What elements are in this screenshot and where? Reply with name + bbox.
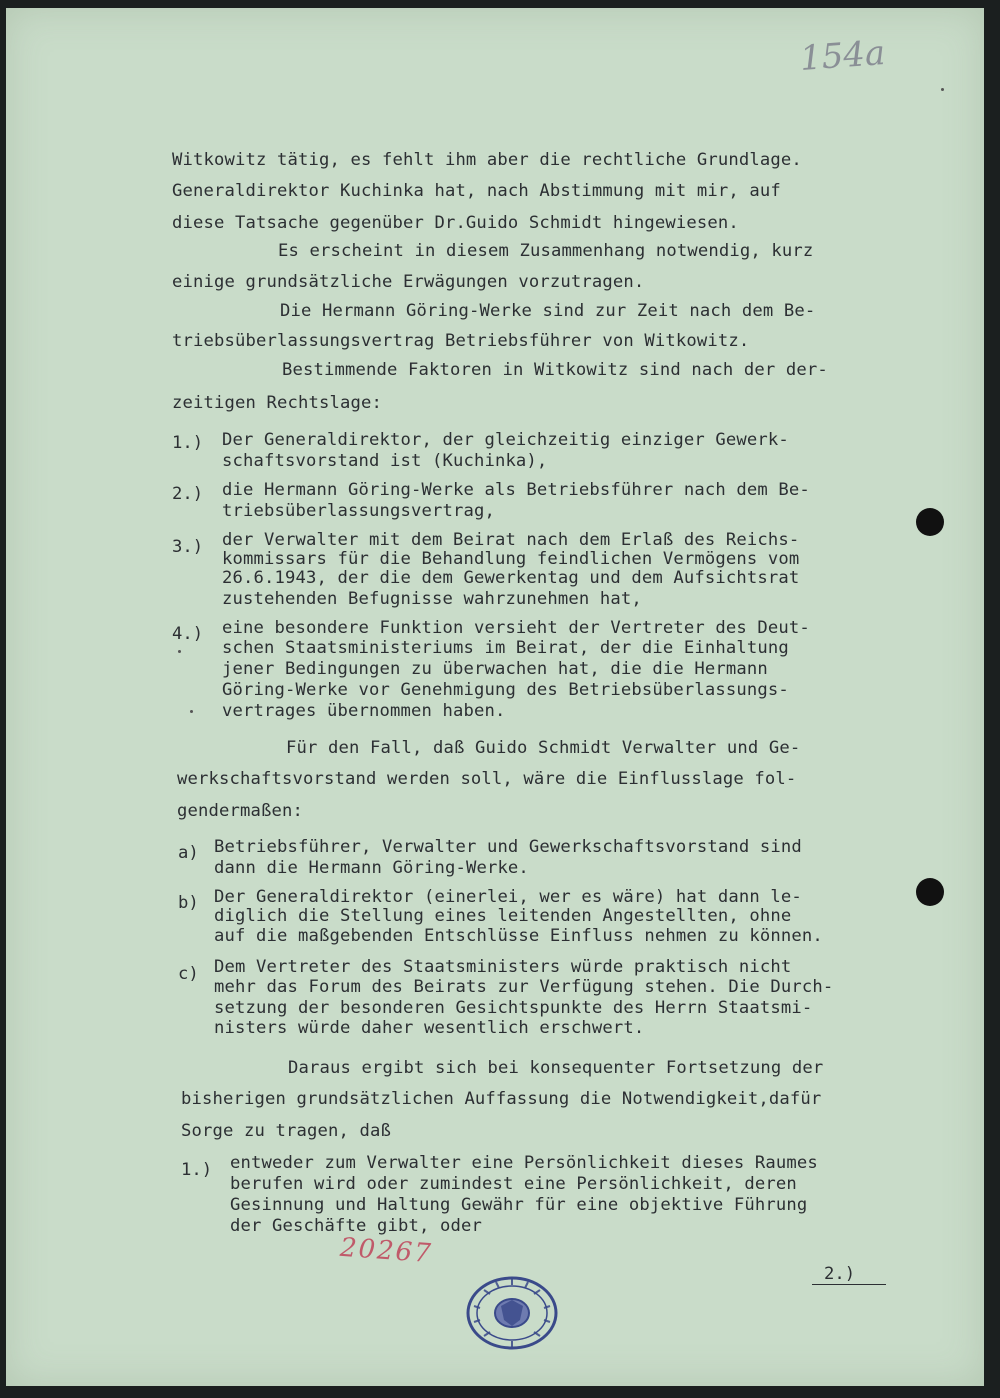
folio-number: 154a xyxy=(798,33,887,79)
punch-hole xyxy=(916,878,944,906)
list-item-line: mehr das Forum des Beirats zur Verfügung stehen. Die Durch- xyxy=(214,977,834,997)
list-item-line: Göring-Werke vor Genehmigung des Betriebsüberlassungs- xyxy=(222,680,789,700)
punch-hole xyxy=(916,508,944,536)
paragraph-line: Generaldirektor Kuchinka hat, nach Abstimmung mit mir, auf xyxy=(172,181,781,201)
paragraph-line: Sorge zu tragen, daß xyxy=(181,1121,391,1141)
paragraph-line: Daraus ergibt sich bei konsequenter Fortsetzung der xyxy=(288,1058,824,1078)
paragraph-line: zeitigen Rechtslage: xyxy=(172,393,382,413)
next-page-underline xyxy=(812,1284,886,1285)
paragraph-line: bisherigen grundsätzlichen Auffassung die Notwendigkeit,dafür xyxy=(181,1089,822,1109)
list-item-line: entweder zum Verwalter eine Persönlichkeit dieses Raumes xyxy=(230,1153,818,1173)
paragraph-line: einige grundsätzliche Erwägungen vorzutragen. xyxy=(172,272,645,292)
list-item-line: triebsüberlassungsvertrag, xyxy=(222,501,495,521)
list-item-line: jener Bedingungen zu überwachen hat, die die Hermann xyxy=(222,659,768,679)
list-marker: c) xyxy=(178,964,199,984)
list-marker: 4.) xyxy=(172,624,204,644)
paragraph-line: Für den Fall, daß Guido Schmidt Verwalter und Ge- xyxy=(286,738,801,758)
list-item-line: schen Staatsministeriums im Beirat, der die Einhaltung xyxy=(222,638,789,658)
list-item-line: Der Generaldirektor (einerlei, wer es wäre) hat dann le- xyxy=(214,887,802,907)
list-item-line: zustehenden Befugnisse wahrzunehmen hat, xyxy=(222,589,642,609)
list-item-line: setzung der besonderen Gesichtspunkte des Herrn Staatsmi- xyxy=(214,998,813,1018)
speck xyxy=(178,650,181,653)
list-marker: 1.) xyxy=(172,433,204,453)
list-item-line: diglich die Stellung eines leitenden Angestellten, ohne xyxy=(214,906,792,926)
paragraph-line: diese Tatsache gegenüber Dr.Guido Schmidt hingewiesen. xyxy=(172,213,739,233)
list-item-line: die Hermann Göring-Werke als Betriebsführer nach dem Be- xyxy=(222,480,810,500)
list-item-line: nisters würde daher wesentlich erschwert. xyxy=(214,1018,645,1038)
paragraph-line: triebsüberlassungsvertrag Betriebsführer von Witkowitz. xyxy=(172,331,750,351)
paragraph-line: Bestimmende Faktoren in Witkowitz sind nach der der- xyxy=(282,360,828,380)
list-marker: 1.) xyxy=(181,1160,213,1180)
paragraph-line: werkschaftsvorstand werden soll, wäre die Einflusslage fol- xyxy=(177,769,797,789)
list-item-line: schaftsvorstand ist (Kuchinka), xyxy=(222,451,548,471)
list-item-line: Betriebsführer, Verwalter und Gewerkschaftsvorstand sind xyxy=(214,837,802,857)
seal-stamp-icon xyxy=(466,1276,558,1350)
next-page-reference: 2.) xyxy=(824,1264,856,1284)
list-item-line: Der Generaldirektor, der gleichzeitig einziger Gewerk- xyxy=(222,430,789,450)
paragraph-line: Witkowitz tätig, es fehlt ihm aber die rechtliche Grundlage. xyxy=(172,150,802,170)
list-item-line: 26.6.1943, der die dem Gewerkentag und dem Aufsichtsrat xyxy=(222,568,800,588)
paragraph-line: gendermaßen: xyxy=(177,801,303,821)
list-item-line: eine besondere Funktion versieht der Vertreter des Deut- xyxy=(222,618,810,638)
paragraph-line: Die Hermann Göring-Werke sind zur Zeit nach dem Be- xyxy=(280,301,816,321)
list-marker: b) xyxy=(178,893,199,913)
list-item-line: kommissars für die Behandlung feindlichen Vermögens vom xyxy=(222,549,800,569)
list-marker: 3.) xyxy=(172,537,204,557)
list-item-line: berufen wird oder zumindest eine Persönlichkeit, deren xyxy=(230,1174,797,1194)
list-item-line: der Geschäfte gibt, oder xyxy=(230,1216,482,1236)
paragraph-line: Es erscheint in diesem Zusammenhang notwendig, kurz xyxy=(278,241,814,261)
list-item-line: vertrages übernommen haben. xyxy=(222,701,506,721)
list-marker: a) xyxy=(178,843,199,863)
list-marker: 2.) xyxy=(172,484,204,504)
list-item-line: der Verwalter mit dem Beirat nach dem Erlaß des Reichs- xyxy=(222,530,800,550)
list-item-line: Gesinnung und Haltung Gewähr für eine objektive Führung xyxy=(230,1195,808,1215)
list-item-line: dann die Hermann Göring-Werke. xyxy=(214,858,529,878)
speck xyxy=(190,710,193,713)
list-item-line: auf die maßgebenden Entschlüsse Einfluss nehmen zu können. xyxy=(214,926,823,946)
list-item-line: Dem Vertreter des Staatsministers würde praktisch nicht xyxy=(214,957,792,977)
speck xyxy=(941,88,944,91)
archive-number: 20267 xyxy=(339,1232,434,1270)
